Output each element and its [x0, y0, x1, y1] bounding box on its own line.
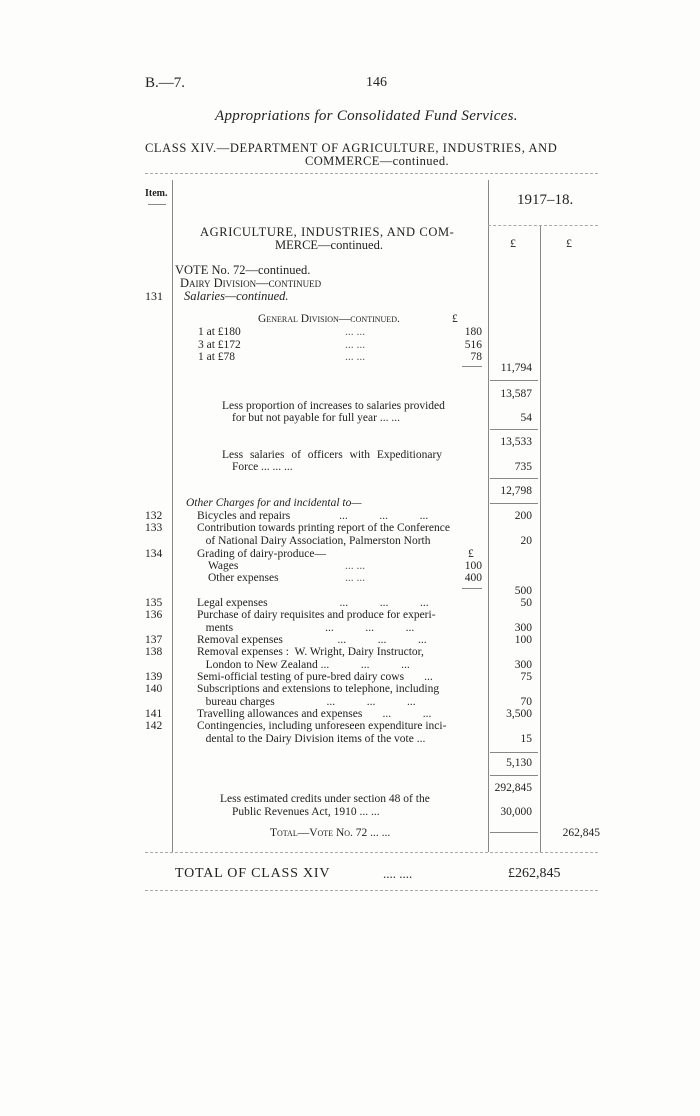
rule-1: [490, 380, 538, 381]
item-description: Legal expenses ... ... ...: [197, 597, 429, 609]
subtotal-1: 13,587: [500, 388, 532, 400]
item-number: 138: [145, 646, 163, 658]
grading-line-value: 100: [464, 560, 482, 572]
division-heading: Dairy Division—continued: [180, 276, 322, 290]
class-total-label: TOTAL OF CLASS XIV: [175, 866, 331, 881]
amount-inner-rule: [540, 225, 541, 852]
pound-header-1: £: [510, 236, 516, 250]
page-bottom-rule: [145, 890, 598, 891]
item-amount: 50: [520, 597, 532, 609]
salary-line-dots: ... ...: [345, 351, 366, 363]
rule-4: [490, 503, 538, 504]
item-number: 140: [145, 683, 163, 695]
credits-line-2: Public Revenues Act, 1910 ... ...: [232, 806, 380, 818]
credits-line-1: Less estimated credits under section 48 of the: [220, 793, 430, 805]
item-number: 142: [145, 720, 163, 732]
rule-2: [490, 429, 538, 430]
item-number: 134: [145, 548, 163, 560]
less-increases-line-2: for but not payable for full year ... ...: [232, 412, 400, 424]
class-heading: CLASS XIV.—DEPARTMENT OF AGRICULTURE, INDUSTRIES, AND: [145, 141, 558, 155]
running-title: Appropriations for Consolidated Fund Services.: [215, 108, 518, 124]
other-charges-heading: Other Charges for and incidental to—: [186, 497, 362, 509]
general-division-heading: General Division—continued.: [258, 313, 400, 325]
salary-sum-rule: [462, 366, 482, 367]
grading-line-value: 400: [464, 572, 482, 584]
grading-pound: £: [468, 548, 474, 560]
grading-sum-rule: [462, 588, 482, 589]
less-expeditionary-line-2: Force ... ... ...: [232, 461, 293, 473]
less-increases-line-1: Less proportion of increases to salaries provided: [222, 400, 445, 412]
item-description: Bicycles and repairs ... ... ...: [197, 510, 429, 522]
salaries-total: 11,794: [500, 362, 532, 374]
item-number: 136: [145, 609, 163, 621]
item-description: Contingencies, including unforeseen expenditure inci-: [197, 720, 447, 732]
salary-line-dots: ... ...: [345, 339, 366, 351]
class-heading-continued: COMMERCE—continued.: [305, 154, 450, 168]
class-total-value: £262,845: [508, 866, 561, 881]
grading-total: 500: [514, 585, 532, 597]
section-title-continued: MERCE—continued.: [275, 238, 383, 252]
pound-header-2: £: [566, 236, 572, 250]
rule-3: [490, 478, 538, 479]
item-number: 135: [145, 597, 163, 609]
item-description: Subscriptions and extensions to telephone, including: [197, 683, 440, 695]
salary-line-value: 180: [464, 326, 482, 338]
less-expeditionary-line-1: Less salaries of officers with Expeditionary: [222, 449, 443, 461]
salary-line-label: 1 at £180: [198, 326, 241, 338]
table-bottom-rule: [145, 852, 598, 853]
salaries-heading: Salaries—continued.: [184, 289, 289, 303]
vote-total-value: 262,845: [562, 827, 600, 839]
grading-line-dots: ... ...: [345, 560, 366, 572]
item-amount: 300: [514, 659, 532, 671]
table-top-rule: [145, 173, 598, 174]
item-description: of National Dairy Association, Palmerston North: [197, 535, 431, 547]
report-reference: B.—7.: [145, 75, 186, 91]
item-amount: 300: [514, 622, 532, 634]
rule-7: [490, 832, 538, 833]
item-description: Removal expenses ... ... ...: [197, 634, 427, 646]
amount-column-rule: [488, 180, 489, 852]
item-description: Purchase of dairy requisites and produce for experi-: [197, 609, 436, 621]
item-amount: 3,500: [506, 708, 532, 720]
rule-5: [490, 752, 538, 753]
item-description: Travelling allowances and expenses ... ...: [197, 708, 432, 720]
item-description: ments ... ... ...: [197, 622, 415, 634]
inner-pound-header: £: [452, 313, 458, 325]
salary-line-value: 78: [470, 351, 482, 363]
grading-line-dots: ... ...: [345, 572, 366, 584]
less-increases-value: 54: [520, 412, 532, 424]
vote-heading: VOTE No. 72—continued.: [175, 263, 311, 277]
less-expeditionary-value: 735: [514, 461, 532, 473]
rule-6: [490, 775, 538, 776]
item-amount: 15: [520, 733, 532, 745]
grading-line-label: Other expenses: [208, 572, 279, 584]
item-131: 131: [145, 289, 163, 303]
item-column-rule: [172, 180, 173, 852]
item-number: 137: [145, 634, 163, 646]
subtotal-3: 12,798: [500, 485, 532, 497]
credits-value: 30,000: [500, 806, 532, 818]
item-description: bureau charges ... ... ...: [197, 696, 416, 708]
item-amount: 75: [520, 671, 532, 683]
item-description: dental to the Dairy Division items of the vote ...: [197, 733, 426, 745]
vote-total-label: Total—Vote No. 72 ... ...: [270, 827, 391, 839]
year-header-rule: [488, 225, 598, 226]
salary-line-label: 1 at £78: [198, 351, 236, 363]
item-amount: 200: [514, 510, 532, 522]
other-charges-total: 5,130: [506, 757, 532, 769]
item-number: 141: [145, 708, 163, 720]
item-column-header: Item.: [145, 188, 168, 199]
item-description: Grading of dairy-produce—: [197, 548, 327, 560]
page-number: 146: [366, 75, 387, 90]
item-amount: 20: [520, 535, 532, 547]
gross-total: 292,845: [494, 782, 532, 794]
item-number: 133: [145, 522, 163, 534]
item-description: Removal expenses : W. Wright, Dairy Instructor,: [197, 646, 424, 658]
item-amount: 70: [520, 696, 532, 708]
item-header-rule: [148, 204, 166, 205]
year-header: 1917–18.: [517, 192, 574, 208]
grading-line-label: Wages: [208, 560, 239, 572]
salary-line-dots: ... ...: [345, 326, 366, 338]
class-total-dots: .... ....: [383, 866, 413, 881]
item-number: 139: [145, 671, 163, 683]
salary-line-value: 516: [464, 339, 482, 351]
salary-line-label: 3 at £172: [198, 339, 241, 351]
item-description: Contribution towards printing report of the Conference: [197, 522, 450, 534]
item-amount: 100: [514, 634, 532, 646]
subtotal-2: 13,533: [500, 436, 532, 448]
item-description: London to New Zealand ... ... ...: [197, 659, 410, 671]
item-number: 132: [145, 510, 163, 522]
section-title: AGRICULTURE, INDUSTRIES, AND COM-: [200, 225, 455, 239]
item-description: Semi-official testing of pure-bred dairy cows ...: [197, 671, 433, 683]
